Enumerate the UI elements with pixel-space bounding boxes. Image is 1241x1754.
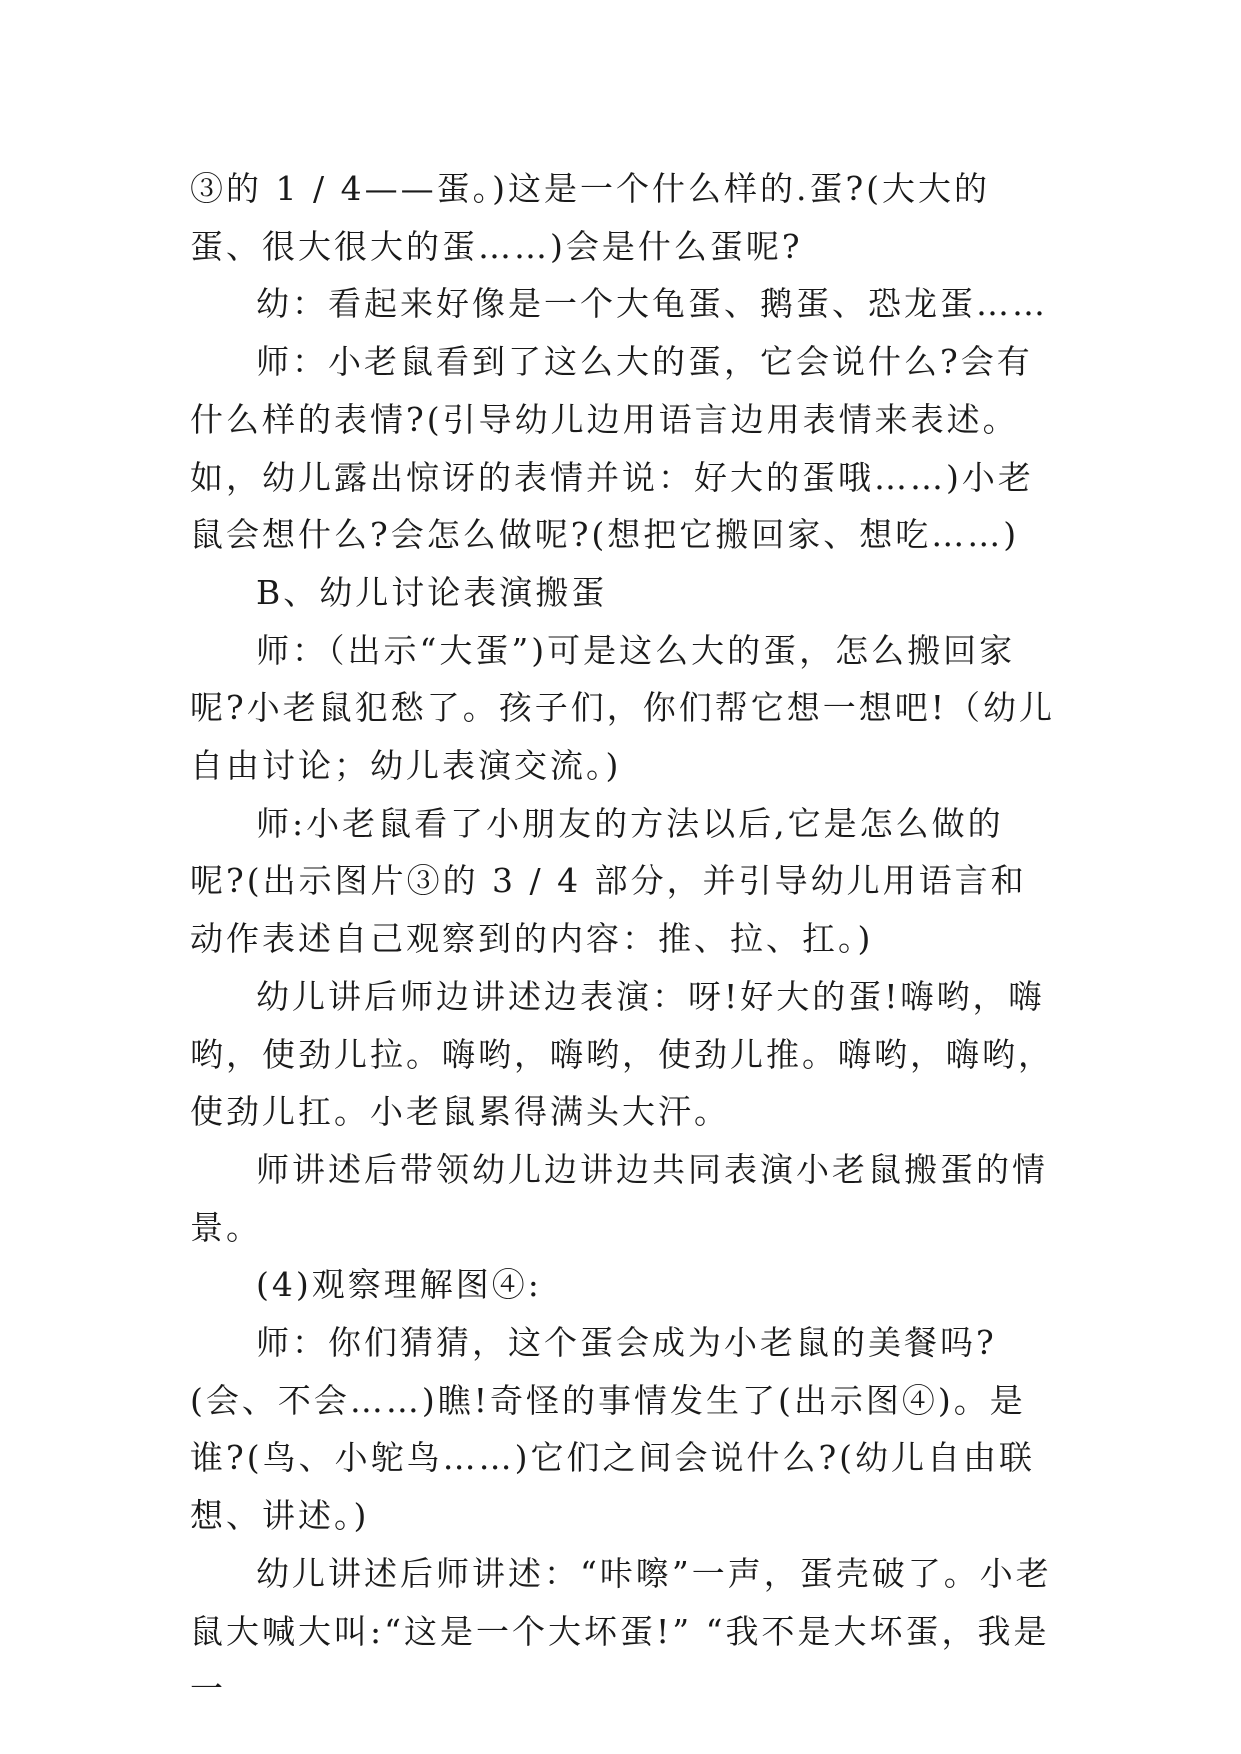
paragraph-5: 师：（出示“大蛋”)可是这么大的蛋，怎么搬回家呢?小老鼠犯愁了。孩子们，你们帮它想一想吧!（幼儿自由讨论；幼儿表演交流。): [190, 630, 1055, 786]
paragraph-8: 师讲述后带领幼儿边讲边共同表演小老鼠搬蛋的情景。: [190, 1149, 1048, 1247]
document-body: [190, 160, 1060, 1718]
paragraph-9: (4)观察理解图④:: [256, 1265, 542, 1305]
paragraph-1: ③的 1 / 4——蛋。)这是一个什么样的.蛋?(大大的蛋、很大很大的蛋……)会是什么蛋呢?: [190, 169, 991, 266]
paragraph-11: 幼儿讲述后师讲述：“咔嚓”一声，蛋壳破了。小老鼠大喊大叫:“这是一个大坏蛋!” “我不是大坏蛋，我是一: [190, 1553, 1052, 1709]
paragraph-2: 幼：看起来好像是一个大龟蛋、鹅蛋、恐龙蛋……: [256, 284, 1048, 324]
paragraph-3: 师：小老鼠看到了这么大的蛋，它会说什么?会有什么样的表情?(引导幼儿边用语言边用表情来表述。如，幼儿露出惊讶的表情并说：好大的蛋哦……)小老鼠会想什么?会怎么做呢?(想把它搬回家、想吃……): [190, 342, 1034, 555]
paragraph-4: B、幼儿讨论表演搬蛋: [256, 572, 608, 612]
paragraph-7: 幼儿讲后师边讲述边表演：呀!好大的蛋!嗨哟，嗨哟，使劲儿拉。嗨哟，嗨哟，使劲儿推。嗨哟，嗨哟，使劲儿扛。小老鼠累得满头大汗。: [190, 976, 1054, 1132]
paragraph-6: 师:小老鼠看了小朋友的方法以后,它是怎么做的呢?(出示图片③的 3 / 4 部分，并引导幼儿用语言和动作表述自己观察到的内容：推、拉、扛。): [190, 803, 1027, 959]
paragraph-10: 师：你们猜猜，这个蛋会成为小老鼠的美餐吗?(会、不会……)瞧!奇怪的事情发生了(出示图④)。是谁?(鸟、小鸵鸟……)它们之间会说什么?(幼儿自由联想、讲述。): [190, 1323, 1036, 1536]
